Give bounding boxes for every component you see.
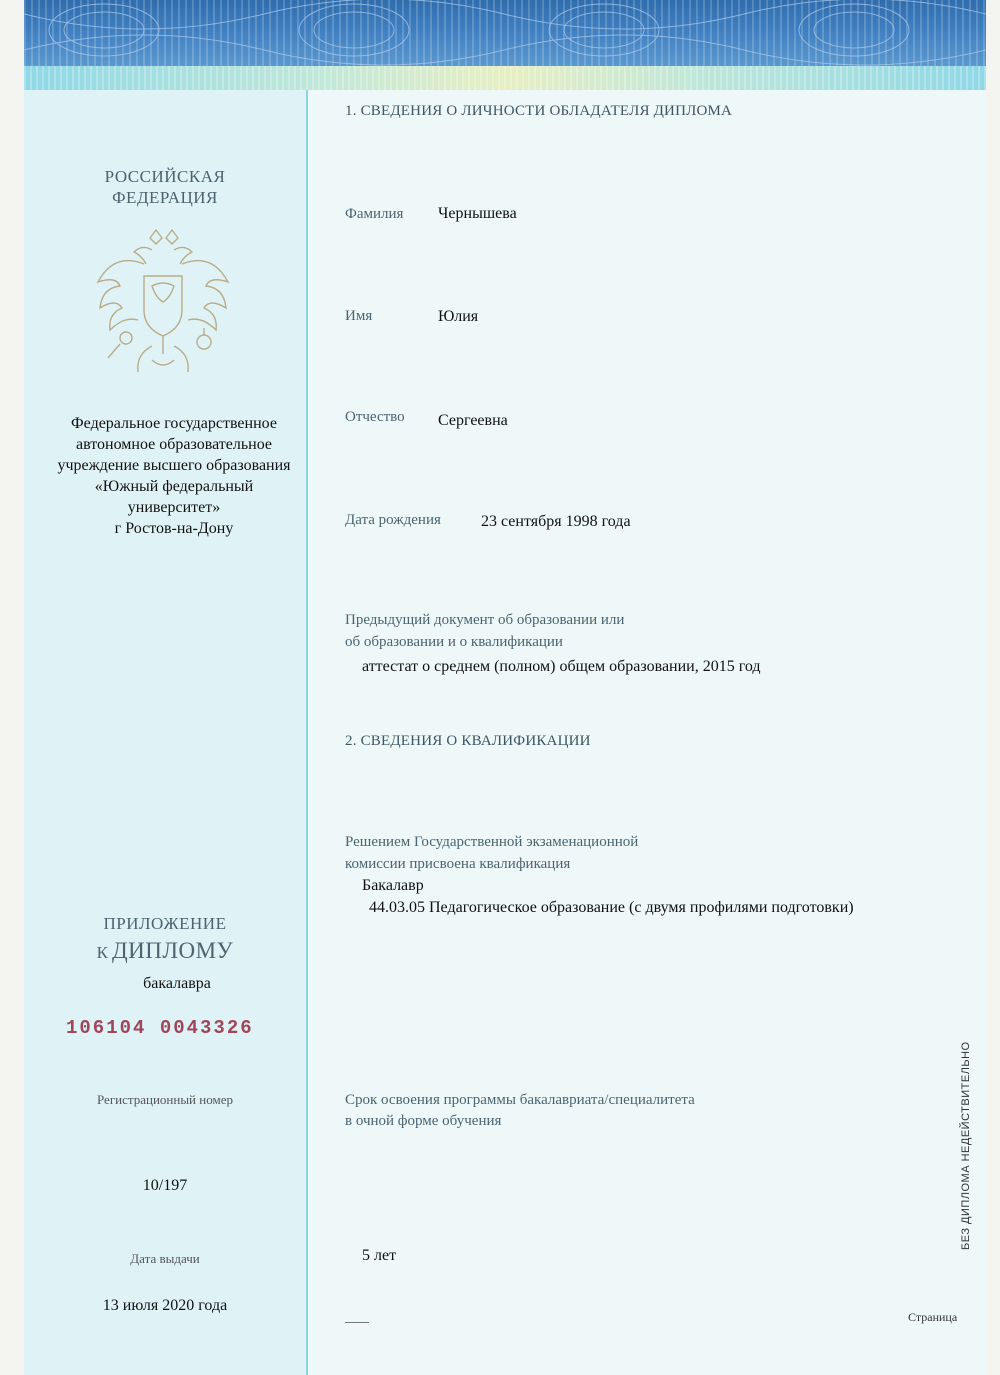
- reg-number-value: 10/197: [142, 1177, 188, 1194]
- specialty-value: 44.03.05 Педагогическое образование (с двумя профилями подготовки): [369, 899, 854, 916]
- country-line-1: РОССИЙСКАЯ: [104, 167, 226, 186]
- vertical-validity-note: БЕЗ ДИПЛОМА НЕДЕЙСТВИТЕЛЬНО: [960, 1041, 972, 1250]
- appendix-title-line-1: ПРИЛОЖЕНИЕ: [103, 914, 227, 933]
- patronymic-label: Отчество: [345, 409, 405, 425]
- institution-line-6: г Ростов-на-Дону: [114, 520, 234, 537]
- country-line-2: ФЕДЕРАЦИЯ: [112, 188, 218, 207]
- serial-number: 106104 0043326: [66, 1017, 254, 1039]
- appendix-prefix: К: [96, 943, 108, 962]
- prev-doc-label-line-2: об образовании и о квалификации: [345, 634, 563, 650]
- security-pattern-rosettes: [24, 0, 986, 66]
- institution-line-3: учреждение высшего образования: [57, 457, 291, 474]
- prev-doc-value: аттестат о среднем (полном) общем образовании, 2015 год: [362, 658, 761, 675]
- institution-line-2: автономное образовательное: [75, 436, 272, 453]
- issue-date-value: 13 июля 2020 года: [102, 1297, 228, 1314]
- section-1-title: 1. СВЕДЕНИЯ О ЛИЧНОСТИ ОБЛАДАТЕЛЯ ДИПЛОМА: [345, 103, 733, 119]
- diploma-sheet: [24, 0, 986, 1375]
- appendix-main: ДИПЛОМУ: [111, 938, 234, 963]
- decision-line-2: комиссии присвоена квалификация: [345, 856, 571, 872]
- patronymic-value: Сергеевна: [438, 412, 508, 429]
- name-value: Юлия: [438, 308, 479, 325]
- reg-number-label: Регистрационный номер: [97, 1092, 233, 1107]
- degree-level: бакалавра: [143, 975, 211, 992]
- birth-date-label: Дата рождения: [345, 512, 441, 528]
- institution-line-5: университет»: [127, 499, 221, 516]
- institution-line-4: «Южный федеральный: [94, 478, 254, 495]
- prev-doc-label-line-1: Предыдущий документ об образовании или: [345, 612, 625, 628]
- institution-line-1: Федеральное государственное: [71, 415, 277, 432]
- appendix-title-line-2: [24, 938, 306, 964]
- term-value: 5 лет: [362, 1247, 397, 1264]
- surname-label: Фамилия: [345, 206, 404, 222]
- qualification-value: Бакалавр: [362, 877, 424, 894]
- coat-of-arms-emblem: [92, 226, 234, 382]
- right-panel-background: [306, 0, 986, 1375]
- name-label: Имя: [345, 308, 373, 324]
- decision-line-1: Решением Государственной экзаменационной: [345, 834, 639, 850]
- term-label-line-1: Срок освоения программы бакалавриата/специалитета: [345, 1092, 695, 1108]
- security-band-gradient: [24, 66, 986, 90]
- page-label: Страница: [908, 1310, 958, 1324]
- surname-value: Чернышева: [438, 205, 517, 222]
- term-label-line-2: в очной форме обучения: [345, 1113, 502, 1129]
- institution-name: [42, 413, 306, 539]
- column-divider: [306, 90, 308, 1375]
- page-number-line: [345, 1322, 369, 1323]
- birth-date-value: 23 сентября 1998 года: [481, 513, 631, 530]
- issue-date-label: Дата выдачи: [130, 1251, 200, 1266]
- section-2-title: 2. СВЕДЕНИЯ О КВАЛИФИКАЦИИ: [345, 733, 591, 749]
- country-title: [24, 166, 306, 208]
